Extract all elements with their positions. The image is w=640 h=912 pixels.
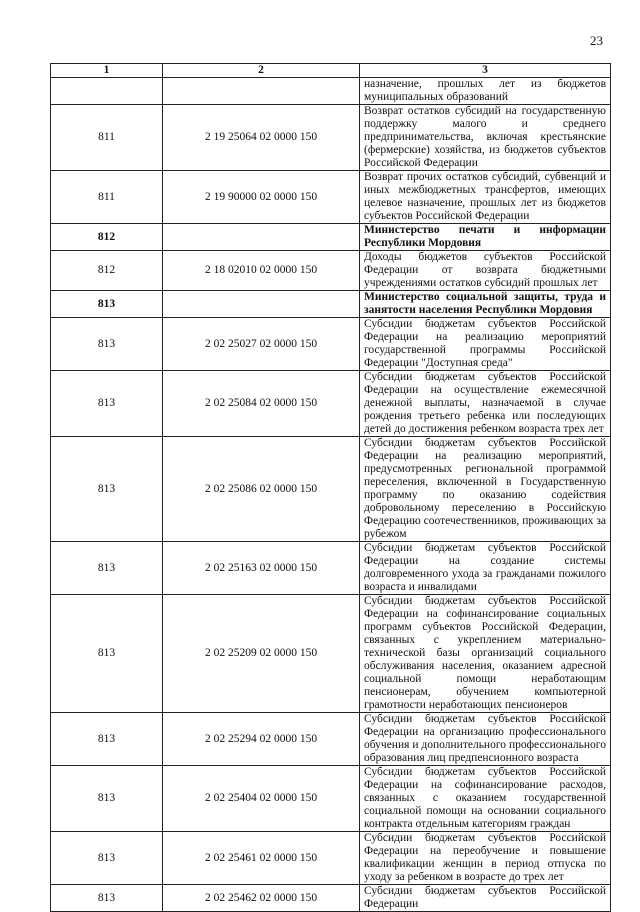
header-col-1: 1 [51,64,163,78]
description-cell: Субсидии бюджетам субъектов Российской Федерации на софинансирование социальных программ субъектов Российской Федерации, связанных с укреплением материально-технической базы организаций социального обслуживания населения, оказанием адресной социальной помощи неработающим пенсионерам, обучением компьютерной грамотности неработающих пенсионеров [360,595,611,713]
revenue-code-cell: 2 18 02010 02 0000 150 [163,251,360,291]
table-row [51,542,611,595]
table-row [51,251,611,291]
revenue-code-cell: 2 02 25027 02 0000 150 [163,318,360,371]
admin-code-cell: 813 [51,291,163,318]
description-cell: Возврат остатков субсидий на государственную поддержку малого и среднего предпринимательства, включая крестьянские (фермерские) хозяйства, из бюджетов субъектов Российской Федерации [360,105,611,171]
admin-code-cell: 813 [51,713,163,766]
table-row-ministry [51,224,611,251]
revenue-code-cell: 2 02 25462 02 0000 150 [163,885,360,912]
admin-code-cell: 813 [51,437,163,542]
admin-code-cell: 813 [51,318,163,371]
admin-code-cell: 812 [51,224,163,251]
revenue-code-cell: 2 02 25163 02 0000 150 [163,542,360,595]
table-row-ministry [51,291,611,318]
table-row [51,595,611,713]
table-row [51,371,611,437]
admin-code-cell: 813 [51,595,163,713]
table-row [51,105,611,171]
description-cell: назначение, прошлых лет из бюджетов муниципальных образований [360,78,611,105]
revenue-code-cell [163,224,360,251]
header-col-2: 2 [163,64,360,78]
description-cell: Возврат прочих остатков субсидий, субвенций и иных межбюджетных трансфертов, имеющих целевое назначение, прошлых лет из бюджетов субъектов Российской Федерации [360,171,611,224]
table-row [51,318,611,371]
admin-code-cell: 813 [51,371,163,437]
table-row [51,437,611,542]
table-header-row [51,64,611,78]
admin-code-cell: 812 [51,251,163,291]
budget-classification-table [50,63,611,912]
description-cell: Субсидии бюджетам субъектов Российской Федерации на переобучение и повышение квалификации женщин в период отпуска по уходу за ребенком в возрасте до трех лет [360,832,611,885]
description-cell: Субсидии бюджетам субъектов Российской Федерации на софинансирование расходов, связанных с оказанием государственной социальной помощи на основании социального контракта отдельным категориям граждан [360,766,611,832]
table-row [51,885,611,912]
admin-code-cell: 813 [51,542,163,595]
page-number: 23 [590,33,603,48]
header-col-3: 3 [360,64,611,78]
revenue-code-cell: 2 19 25064 02 0000 150 [163,105,360,171]
revenue-code-cell: 2 02 25086 02 0000 150 [163,437,360,542]
table-row [51,766,611,832]
table-row [51,713,611,766]
revenue-code-cell: 2 02 25461 02 0000 150 [163,832,360,885]
admin-code-cell: 813 [51,885,163,912]
table-row [51,78,611,105]
description-cell: Министерство печати и информации Республики Мордовия [360,224,611,251]
admin-code-cell [51,78,163,105]
revenue-code-cell [163,78,360,105]
admin-code-cell: 811 [51,105,163,171]
description-cell: Доходы бюджетов субъектов Российской Федерации от возврата бюджетными учреждениями остатков субсидий прошлых лет [360,251,611,291]
description-cell: Субсидии бюджетам субъектов Российской Федерации на реализацию мероприятий государственной программы Российской Федерации "Доступная среда" [360,318,611,371]
description-cell: Субсидии бюджетам субъектов Российской Федерации на реализацию мероприятий, предусмотренных региональной программой переселения, включенной в Государственную программу по оказанию содействия добровольному переселению в Российскую Федерацию соотечественников, проживающих за рубежом [360,437,611,542]
admin-code-cell: 813 [51,766,163,832]
revenue-code-cell: 2 02 25294 02 0000 150 [163,713,360,766]
admin-code-cell: 811 [51,171,163,224]
revenue-code-cell: 2 02 25084 02 0000 150 [163,371,360,437]
description-cell: Субсидии бюджетам субъектов Российской Федерации на осуществление ежемесячной денежной выплаты, назначаемой в случае рождения третьего ребенка или последующих детей до достижения ребенком возраста трех лет [360,371,611,437]
revenue-code-cell: 2 19 90000 02 0000 150 [163,171,360,224]
revenue-code-cell: 2 02 25209 02 0000 150 [163,595,360,713]
revenue-code-cell: 2 02 25404 02 0000 150 [163,766,360,832]
revenue-code-cell [163,291,360,318]
table-row [51,171,611,224]
description-cell: Министерство социальной защиты, труда и занятости населения Республики Мордовия [360,291,611,318]
description-cell: Субсидии бюджетам субъектов Российской Федерации [360,885,611,912]
description-cell: Субсидии бюджетам субъектов Российской Федерации на создание системы долговременного ухода за гражданами пожилого возраста и инвалидами [360,542,611,595]
table-body [51,78,611,912]
admin-code-cell: 813 [51,832,163,885]
table-row [51,832,611,885]
description-cell: Субсидии бюджетам субъектов Российской Федерации на организацию профессионального обучения и дополнительного профессионального образования лиц предпенсионного возраста [360,713,611,766]
